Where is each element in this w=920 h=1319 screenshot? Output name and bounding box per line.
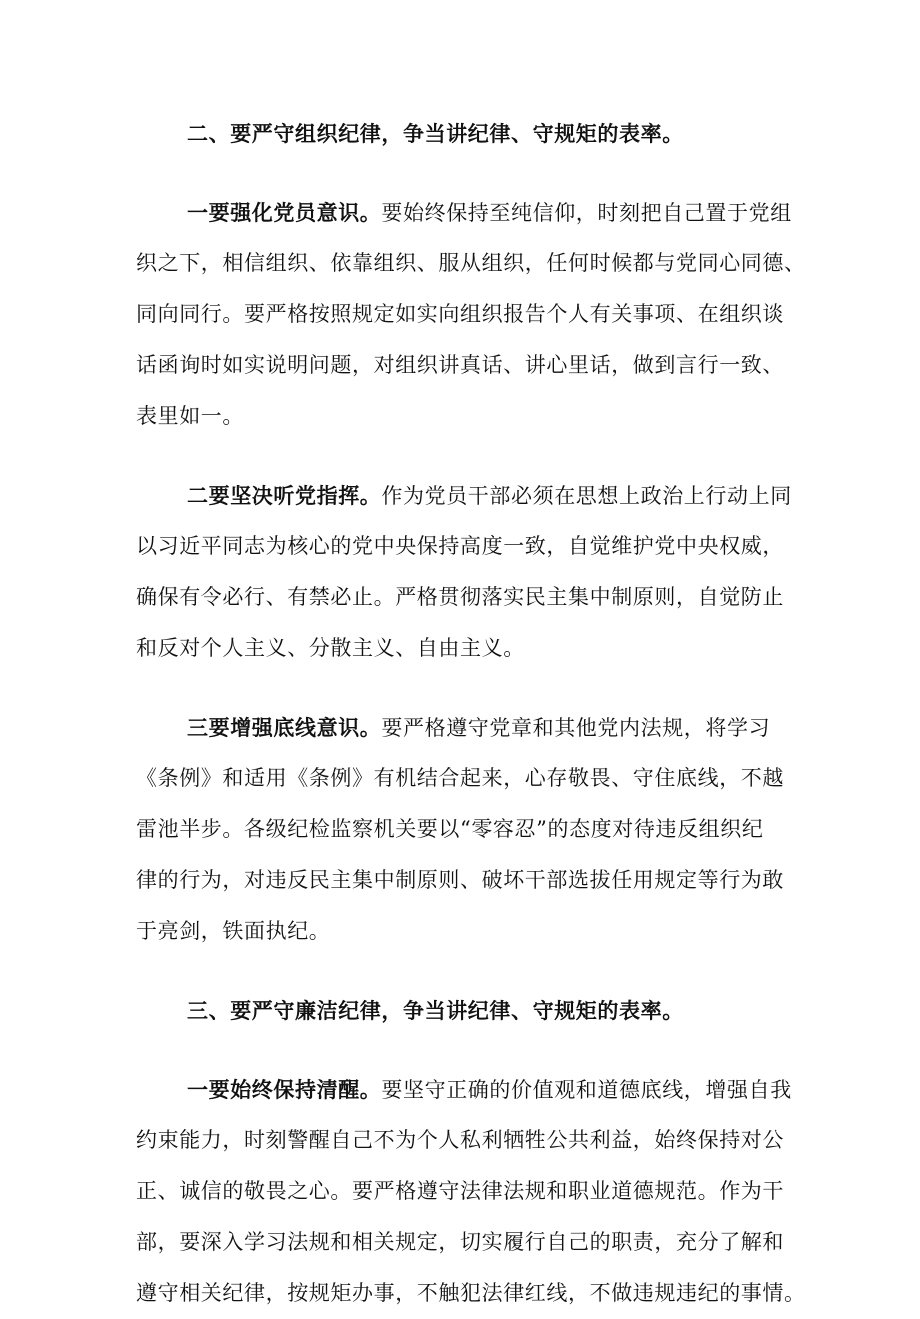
item-lead: 三要增强底线意识。 [187,715,382,740]
item-lead: 一要强化党员意识。 [187,200,382,225]
item-text: 要坚守正确的价值观和道德底线，增强自我 [381,1078,792,1102]
document-page [136,108,806,1319]
paragraph-line: 雷池半步。各级纪检监察机关要以“零容忍”的态度对待违反组织纪 [136,817,764,841]
section-3-heading: 三、要严守廉洁纪律，争当讲纪律、守规矩的表率。 [187,998,684,1023]
paragraph-first-line [136,702,788,753]
paragraph-line: 约束能力，时刻警醒自己不为个人私利牺牲公共利益，始终保持对公 [136,1128,784,1152]
paragraph-line: 表里如一。 [136,404,244,428]
paragraph-first-line [136,1064,792,1115]
spacer [136,957,788,985]
spacer [136,442,788,470]
paragraph-line: 和反对个人主义、分散主义、自由主义。 [136,636,525,660]
item-lead: 一要始终保持清醒。 [187,1077,382,1102]
section-2-item-3 [136,702,788,957]
paragraph-line: 确保有令必行、有禁必止。严格贯彻落实民主集中制原则，自觉防止 [136,585,784,609]
section-2-heading: 二、要严守组织纪律，争当讲纪律、守规矩的表率。 [187,121,684,146]
spacer [136,674,788,702]
item-lead: 二要坚决听党指挥。 [187,483,382,508]
paragraph-line: 《条例》和适用《条例》有机结合起来，心存敬畏、守住底线，不越 [136,766,784,790]
paragraph-line: 部，要深入学习法规和相关规定，切实履行自己的职责，充分了解和 [136,1230,784,1254]
section-2-item-2 [136,470,792,674]
paragraph-first-line [136,470,792,521]
item-text: 要严格遵守党章和其他党内法规，将学习 [381,716,771,740]
section-2-item-1 [136,187,806,442]
paragraph-line: 同向同行。要严格按照规定如实向组织报告个人有关事项、在组织谈 [136,302,784,326]
section-3-item-1 [136,1064,806,1319]
paragraph-line: 以习近平同志为核心的党中央保持高度一致，自觉维护党中央权威， [136,534,784,558]
paragraph-line: 织之下，相信组织、依靠组织、服从组织，任何时候都与党同心同德、 [136,251,806,275]
paragraph-line: 遵守相关纪律，按规矩办事，不触犯法律红线，不做违规违纪的事情。 [136,1281,806,1305]
spacer [136,1036,788,1064]
paragraph-line: 律的行为，对违反民主集中制原则、破坏干部选拔任用规定等行为敢 [136,868,784,892]
paragraph-line: 于亮剑，铁面执纪。 [136,919,331,943]
paragraph-line: 话函询时如实说明问题，对组织讲真话、讲心里话，做到言行一致、 [136,353,784,377]
paragraph-first-line [136,187,792,238]
item-text: 作为党员干部必须在思想上政治上行动上同 [381,484,792,508]
spacer [136,159,788,187]
paragraph-line: 正、诚信的敬畏之心。要严格遵守法律法规和职业道德规范。作为干 [136,1179,784,1203]
item-text: 要始终保持至纯信仰，时刻把自己置于党组 [381,201,792,225]
